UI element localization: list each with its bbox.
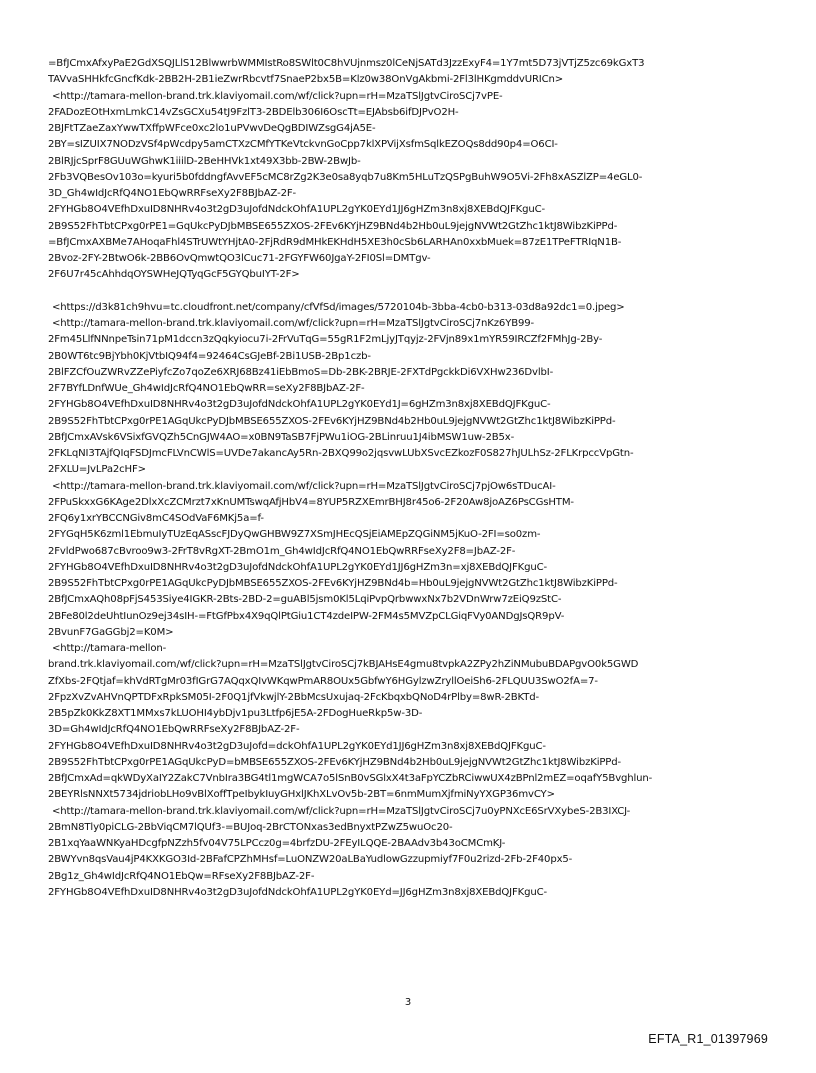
text-line: 2FADozEOtHxmLmkC14vZsGCXu54tJ9FzlT3-2BDElb306I6OscTt=EJAbsb6ifDJPvO2H- [48, 106, 459, 118]
text-line: 2B9S52FhTbtCPxg0rPE1AGqUkcPyDJbMBSE655ZXOS-2FEv6KYjHZ9BNd4b2Hb0uL9jejgNVWt2GtZhc1ktJ8WibzKiPPd- [48, 415, 616, 427]
text-line: 2BY=sIZUIX7NODzVSf4pWcdpy5amCTXzCMfYTKeVtckvnGoCpp7klXPVijXsfmSqlkEZOQs8dd90p4=O6CI- [48, 139, 558, 151]
bates-number: EFTA_R1_01397969 [648, 1032, 768, 1046]
text-line: 2FYHGb8O4VEfhDxuID8NHRv4o3t2gD3uJofdNdckOhfA1UPL2gYK0EYd=JJ6gHZm3n8xj8XEBdQJFKguC- [48, 886, 548, 898]
text-line: 2Bg1z_Gh4wIdJcRfQ4NO1EbQw=RFseXy2F8BJbAZ-2F- [48, 870, 315, 882]
text-line: 2B9S52FhTbtCPxg0rPE1=GqUkcPyDJbMBSE655ZXOS-2FEv6KYjHZ9BNd4b2Hb0uL9jejgNVWt2GtZhc1ktJ8WibzKiPPd- [48, 220, 618, 232]
text-line: 2BEYRlsNNXt5734jdriobLHo9vBlXoffTpeIbykIuyGHxlJKhXLvOv5b-2BT=6nmMumXjfmiNyYXGP36mvCY> [48, 789, 555, 801]
text-line: =BfJCmxAXBMe7AHoqaFhl4STrUWtYHjtA0-2FjRdR9dMHkEKHdH5XE3h0cSb6LARHAn0xxbMuek=87zE1TPeFTRIqN1B- [48, 236, 622, 248]
text-line: <http://tamara-mellon-brand.trk.klaviyomail.com/wf/click?upn=rH=MzaTSlJgtvCiroSCj7pjOw6sTDucAI- [52, 480, 556, 492]
text-line: =BfJCmxAfxyPaE2GdXSQJLlS12BlwwrbWMMIstRo8SWlt0C8hVUjnmsz0lCeNjSATd3JzzExyF4=1Y7mt5D73jVTjZ5zc69kGxT3 [48, 58, 645, 69]
text-line: 2FYHGb8O4VEfhDxuID8NHRv4o3t2gD3uJofdNdckOhfA1UPL2gYK0EYd1JJ6gHZm3n=xj8XEBdQJFKguC- [48, 561, 548, 573]
text-line: 3D=Gh4wIdJcRfQ4NO1EbQwRRFseXy2F8BJbAZ-2F- [48, 724, 300, 736]
text-line: ZfXbs-2FQtjaf=khVdRTgMr03fIGrG7AQqxQIvWKqwPmAR8OUx5GbfwY6HGylzwZryllOeiSh6-2FLQUU3SwO2fA=7- [48, 675, 598, 687]
text-line: <http://tamara-mellon-brand.trk.klaviyomail.com/wf/click?upn=rH=MzaTSlJgtvCiroSCj7vPE- [52, 90, 503, 102]
text-line: 2BfJCmxAQh08pFjS453Siye4IGKR-2Bts-2BD-2=guABl5jsm0Kl5LqiPvpQrbwwxNx7b2VDnWrw7zEiQ9zStC- [48, 594, 562, 606]
text-line: 2BWYvn8qsVau4jP4KXKGO3Id-2BFafCPZhMHsf=LuONZW20aLBaYudlowGzzupmiyf7F0u2rizd-2Fb-2F40px5- [48, 854, 573, 866]
text-line: brand.trk.klaviyomail.com/wf/click?upn=rH=MzaTSlJgtvCiroSCj7kBJAHsE4gmu8tvpkA2ZPy2hZiNMubuBDAPgvO0k5GWD [48, 659, 639, 671]
text-block-1 [48, 56, 776, 284]
text-line: 2FPuSkxxG6KAge2DlxXcZCMrzt7xKnUMTswqAfjHbV4=8YUP5RZXEmrBHJ8r45o6-2F20Aw8joAZ6PsCGsHTM- [48, 496, 574, 508]
email-body [48, 56, 776, 901]
text-line: 2BJFtTZaeZaxYwwTXffpWFce0xc2lo1uPVwvDeQgBDIWZsgG4jA5E- [48, 123, 376, 134]
text-block-2 [48, 300, 776, 901]
text-line: 2BfJCmxAd=qkWDyXaIY2ZakC7VnbIra3BG4tl1mgWCA7o5lSnB0vSGlxX4t3aFpYCZbRCiwwUX4zBPnl2mEZ=oqafY5Bvghlun- [48, 773, 653, 784]
text-line: <http://tamara-mellon-brand.trk.klaviyomail.com/wf/click?upn=rH=MzaTSlJgtvCiroSCj7u0yPNXcE6SrVXybeS-2B3IXCJ- [52, 805, 631, 817]
page-number: 3 [404, 997, 412, 1008]
text-line: 2FQ6y1xrYBCCNGiv8mC4SOdVaF6MKj5a=f- [48, 513, 264, 524]
text-line: 2BFe80l2deUhtIunOz9ej34sIH-=FtGfPbx4X9qQlPtGiu1CT4zdeIPW-2FM4s5MVZpCLGiqFVy0ANDgJsQR9pV- [48, 610, 565, 622]
text-line: 2BvunF7GaGGbj2=K0M> [48, 626, 174, 638]
text-line: 2FvldPwo687cBvroo9w3-2FrT8vRgXT-2BmO1m_Gh4wIdJcRfQ4NO1EbQwRRFseXy2F8=JbAZ-2F- [48, 545, 516, 557]
text-line: 2B1xqYaaWNKyaHDcgfpNZzh5fv04V75LPCcz0g=4brfzDU-2FEyILQQE-2BAAdv3b43oCMCmKJ- [48, 838, 506, 849]
text-line: 2Fm45LlfNNnpeTsin71pM1dccn3zQqkyiocu7i-2FrVuTqG=55gR1F2mLjyJTqyjz-2FVjn89x1mYR59IRCZf2FMhJg-2By- [48, 334, 603, 346]
text-line: 2Bvoz-2FY-2BtwO6k-2BB6OvQmwtQO3lCuc71-2FGYFW60JgaY-2FI0Sl=DMTgv- [48, 253, 431, 264]
text-line: 2FXLU=JvLPa2cHF> [48, 464, 146, 476]
text-line: 2B9S52FhTbtCPxg0rPE1AGqUkcPyD=bMBSE655ZXOS-2FEv6KYjHZ9BNd4b2Hb0uL9jejgNVWt2GtZhc1ktJ8WibzKiPPd- [48, 756, 621, 768]
text-line: TAVvaSHHkfcGncfKdk-2BB2H-2B1ieZwrRbcvtf7SnaeP2bx5B=Klz0w38OnVgAkbmi-2Fl3lHKgmddvURICn> [48, 74, 564, 86]
text-line: 2F7BYfLDnfWUe_Gh4wIdJcRfQ4NO1EbQwRR=seXy2F8BJbAZ-2F- [48, 383, 365, 394]
text-line: 2FYHGb8O4VEfhDxuID8NHRv4o3t2gD3uJofd=dckOhfA1UPL2gYK0EYd1JJ6gHZm3n8xj8XEBdQJFKguC- [48, 740, 546, 752]
text-line: <http://tamara-mellon-brand.trk.klaviyomail.com/wf/click?upn=rH=MzaTSlJgtvCiroSCj7nKz6YB99- [52, 318, 535, 329]
text-line: 2FYHGb8O4VEfhDxuID8NHRv4o3t2gD3uJofdNdckOhfA1UPL2gYK0EYd1JJ6gHZm3n8xj8XEBdQJFKguC- [48, 204, 545, 216]
text-line: 2FpzXvZvAHVnQPTDFxRpkSM05I-2F0Q1jfVkwjlY-2BbMcsUxujaq-2FcKbqxbQNoD4rPlby=8wR-2BKTd- [48, 691, 539, 703]
text-line: 2B5pZk0KkZ8XT1MMxs7kLUOHI4ybDjv1pu3Ltfp6jE5A-2FDogHueRkp5w-3D- [48, 708, 423, 719]
text-line: 2Fb3VQBesOv103o=kyuri5b0fddngfAvvEF5cMC8rZg2K3e0sa8yqb7u8Km5HLuTzQSPgBuhW9O5Vi-2Fh8xASZlZP=4eGL0- [48, 171, 643, 183]
text-line: 2BlRJjcSprF8GUuWGhwK1iiilD-2BeHHVk1xt49X3bb-2BW-2BwJb- [48, 155, 361, 167]
text-line: 2FYGqH5K6zml1EbmuIyTUzEqASscFJDyQwGHBW9Z7XSmJHEcQSjEiAMEpZQGiNM5jKuO-2FI=so0zm- [48, 529, 541, 541]
text-line: <http://tamara-mellon- [52, 643, 167, 654]
text-line: 2F6U7r45cAhhdqOYSWHeJQTyqGcF5GYQbuIYT-2F> [48, 269, 300, 281]
text-line: 2FKLqNI3TAjfQIqFSDJmcFLVnCWlS=UVDe7akancAy5Rn-2BXQ99o2jqsvwLUbXSvcEZkozF0S827hJULhSz-2FLKrpccVpGtn- [48, 448, 634, 459]
text-line: 2BfJCmxAVsk6VSixfGVQZh5CnGJW4AO=x0BN9TaSB7FjPWu1iOG-2BLinruu1J4ibMSW1uw-2B5x- [48, 431, 515, 443]
text-line: 2B9S52FhTbtCPxg0rPE1AGqUkcPyDJbMBSE655ZXOS-2FEv6KYjHZ9BNd4b=Hb0uL9jejgNVWt2GtZhc1ktJ8WibzKiPPd- [48, 578, 618, 589]
text-line: 2B0WT6tc9BjYbh0KjVtbIQ94f4=92464CsGJeBf-2Bi1USB-2Bp1czb- [48, 350, 371, 362]
text-line: 2BmN8Tly0piCLG-2BbViqCM7lQUf3-=BUJoq-2BrCTONxas3edBnyxtPZwZ5wuOc20- [48, 821, 453, 833]
text-line: 2FYHGb8O4VEfhDxuID8NHRv4o3t2gD3uJofdNdckOhfA1UPL2gYK0EYd1J=6gHZm3n8xj8XEBdQJFKguC- [48, 399, 551, 411]
text-line: 3D_Gh4wIdJcRfQ4NO1EbQwRRFseXy2F8BJbAZ-2F- [48, 188, 297, 199]
paragraph-gap [48, 284, 776, 300]
text-line: <https://d3k81ch9hvu=tc.cloudfront.net/company/cfVfSd/images/5720104b-3bba-4cb0-b313-03d8a92dc1=0.jpeg> [52, 301, 625, 313]
text-line: 2BlFZCfOuZWRvZZePiyfcZo7qoZe6XRJ68Bz41iEbBmoS=Db-2BK-2BRJE-2FXTdPgckkDi6VXHw236DvlbI- [48, 366, 554, 378]
